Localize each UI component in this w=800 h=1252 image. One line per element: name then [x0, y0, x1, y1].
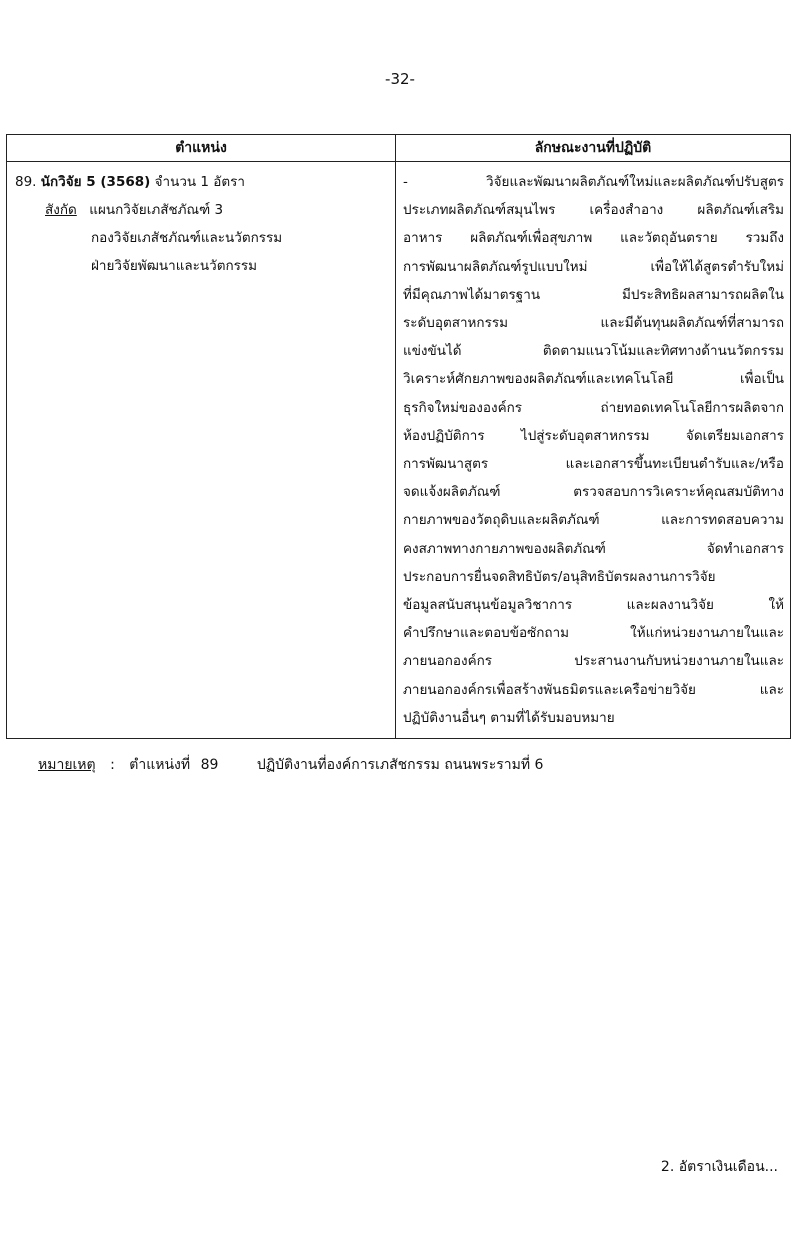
table-header-row [7, 135, 791, 162]
duty-line: ภายนอกองค์กร ประสานงานกับหน่วยงานภายในและ [403, 653, 784, 670]
duty-line: ประเภทผลิตภัณฑ์สมุนไพร เครื่องสำอาง ผลิตภัณฑ์เสริม [403, 202, 784, 219]
duty-line: ห้องปฏิบัติการ ไปสู่ระดับอุตสาหกรรม จัดเตรียมเอกสาร [403, 427, 784, 444]
duty-line: กายภาพของวัตถุดิบและผลิตภัณฑ์ และการทดสอบความ [403, 512, 784, 529]
duty-line: ภายนอกองค์กรเพื่อสร้างพันธมิตรและเครือข่ายวิจัย และ [403, 681, 784, 698]
position-cell [7, 162, 396, 739]
duty-line: ข้อมูลสนับสนุนข้อมูลวิชาการ และผลงานวิจัย ให้ [403, 597, 784, 614]
affiliation-line [15, 196, 389, 224]
header-position: ตำแหน่ง [7, 135, 396, 162]
note-colon: : [110, 757, 115, 773]
affiliation-label: สังกัด [45, 202, 77, 218]
affiliation-section: ฝ่ายวิจัยพัฒนาและนวัตกรรม [91, 258, 258, 274]
page-number: -32- [385, 70, 415, 88]
duty-line: การพัฒนาสูตร และเอกสารขึ้นทะเบียนตำรับและ/หรือ [403, 456, 784, 473]
note-text: ปฏิบัติงานที่องค์การเภสัชกรรม ถนนพระรามที่ 6 [256, 757, 544, 773]
affiliation-department: กองวิจัยเภสัชภัณฑ์และนวัตกรรม [91, 230, 283, 246]
position-table [6, 134, 791, 739]
duty-line: จดแจ้งผลิตภัณฑ์ ตรวจสอบการวิเคราะห์คุณสมบัติทาง [403, 484, 784, 501]
duty-line: แข่งขันได้ ติดตามแนวโน้มและทิศทางด้านนวัตกรรม [403, 343, 784, 360]
duty-line: ธุรกิจใหม่ขององค์กร ถ่ายทอดเทคโนโลยีการผลิตจาก [403, 399, 784, 416]
note-position-number: 89 [200, 757, 219, 773]
affiliation-division: แผนกวิจัยเภสัชภัณฑ์ 3 [89, 202, 224, 218]
position-title: นักวิจัย 5 (3568) [40, 174, 151, 190]
continuation-text: 2. อัตราเงินเดือน... [660, 1159, 778, 1175]
duty-line: ที่มีคุณภาพได้มาตรฐาน มีประสิทธิผลสามารถผลิตใน [403, 286, 784, 303]
duty-line: การพัฒนาผลิตภัณฑ์รูปแบบใหม่ เพื่อให้ได้สูตรตำรับใหม่ [403, 258, 784, 275]
duty-line: อาหาร ผลิตภัณฑ์เพื่อสุขภาพ และวัตถุอันตราย รวมถึง [403, 230, 784, 247]
duty-line: ปฏิบัติงานอื่นๆ ตามที่ได้รับมอบหมาย [403, 709, 615, 726]
position-line [15, 168, 389, 196]
table-row [7, 162, 791, 739]
duty-line: - วิจัยและพัฒนาผลิตภัณฑ์ใหม่และผลิตภัณฑ์ปรับสูตร [403, 174, 784, 190]
position-number: 89. [15, 174, 37, 190]
duty-line: ประกอบการยื่นจดสิทธิบัตร/อนุสิทธิบัตรผลงานการวิจัย [403, 568, 716, 585]
note-label: หมายเหตุ [38, 757, 96, 773]
duties-cell [396, 162, 791, 739]
duty-line: ระดับอุตสาหกรรม และมีต้นทุนผลิตภัณฑ์ที่สามารถ [403, 315, 784, 332]
duty-line: วิเคราะห์ศักยภาพของผลิตภัณฑ์และเทคโนโลยี เพื่อเป็น [403, 371, 784, 388]
note-position-ref: ตำแหน่งที่ [129, 757, 191, 773]
footnote [38, 754, 543, 776]
position-quantity: จำนวน 1 อัตรา [154, 174, 246, 190]
duty-line: คงสภาพทางกายภาพของผลิตภัณฑ์ จัดทำเอกสาร [403, 540, 784, 557]
header-duties: ลักษณะงานที่ปฏิบัติ [396, 135, 791, 162]
duty-line: คำปรึกษาและตอบข้อซักถาม ให้แก่หน่วยงานภายในและ [403, 625, 784, 642]
